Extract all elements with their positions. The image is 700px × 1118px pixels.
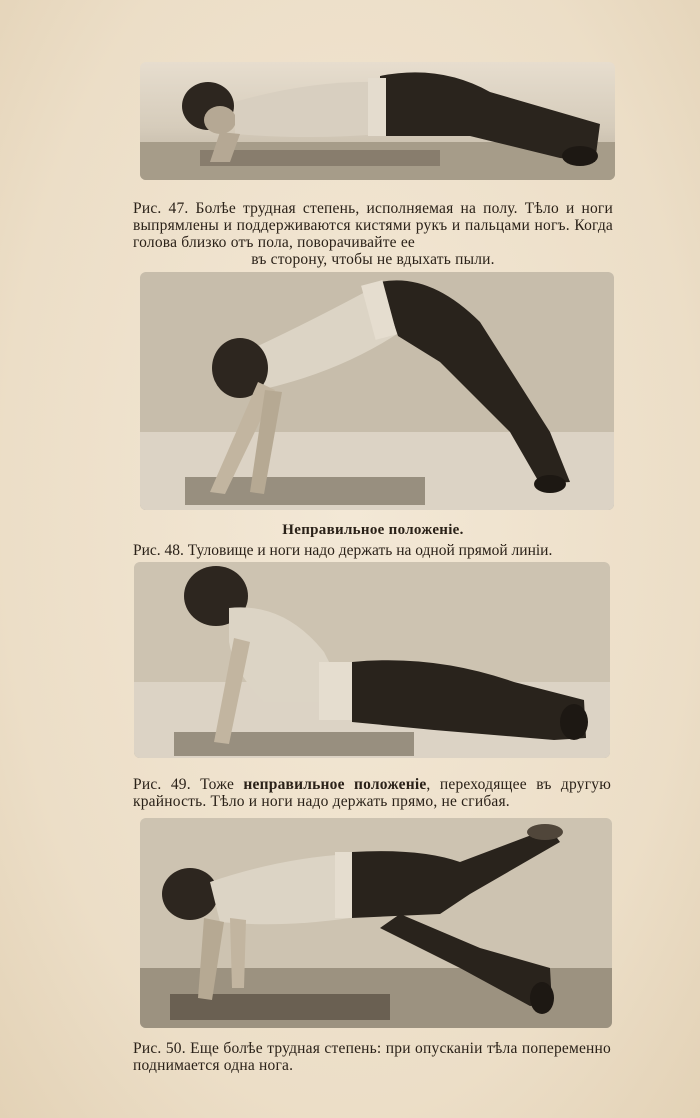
figure-49-caption-prefix: Рис. 49. Тоже <box>133 776 244 793</box>
figure-47-caption <box>133 200 613 268</box>
figure-49-caption-suffix: , переходящее въ другую крайность. Тѣло и ноги надо держать прямо, не сгибая. <box>133 776 611 810</box>
figure-50-photo <box>140 818 612 1028</box>
figure-47-caption-text: Рис. 47. Болѣе трудная степень, исполняемая на полу. Тѣло и ноги выпрямлены и поддерживаются кистями рукъ и пальцами ногъ. Когда голова близко отъ пола, поворачивайте ее <box>133 200 613 251</box>
figure-48-heading: Неправильное положеніе. <box>282 522 464 538</box>
figure-49-caption <box>133 776 611 810</box>
figure-48-photo <box>140 272 614 510</box>
figure-50-caption: Рис. 50. Еще болѣе трудная степень: при опусканіи тѣла попеременно поднимается одна нога. <box>133 1040 611 1074</box>
figure-47-caption-last-line: въ сторону, чтобы не вдыхать пыли. <box>251 251 495 268</box>
figure-49-photo <box>134 562 610 758</box>
figure-48-caption: Рис. 48. Туловище и ноги надо держать на одной прямой линіи. <box>133 542 553 559</box>
figure-47-photo <box>140 62 615 180</box>
figure-49-caption-emphasis: неправильное положеніе <box>243 776 427 793</box>
